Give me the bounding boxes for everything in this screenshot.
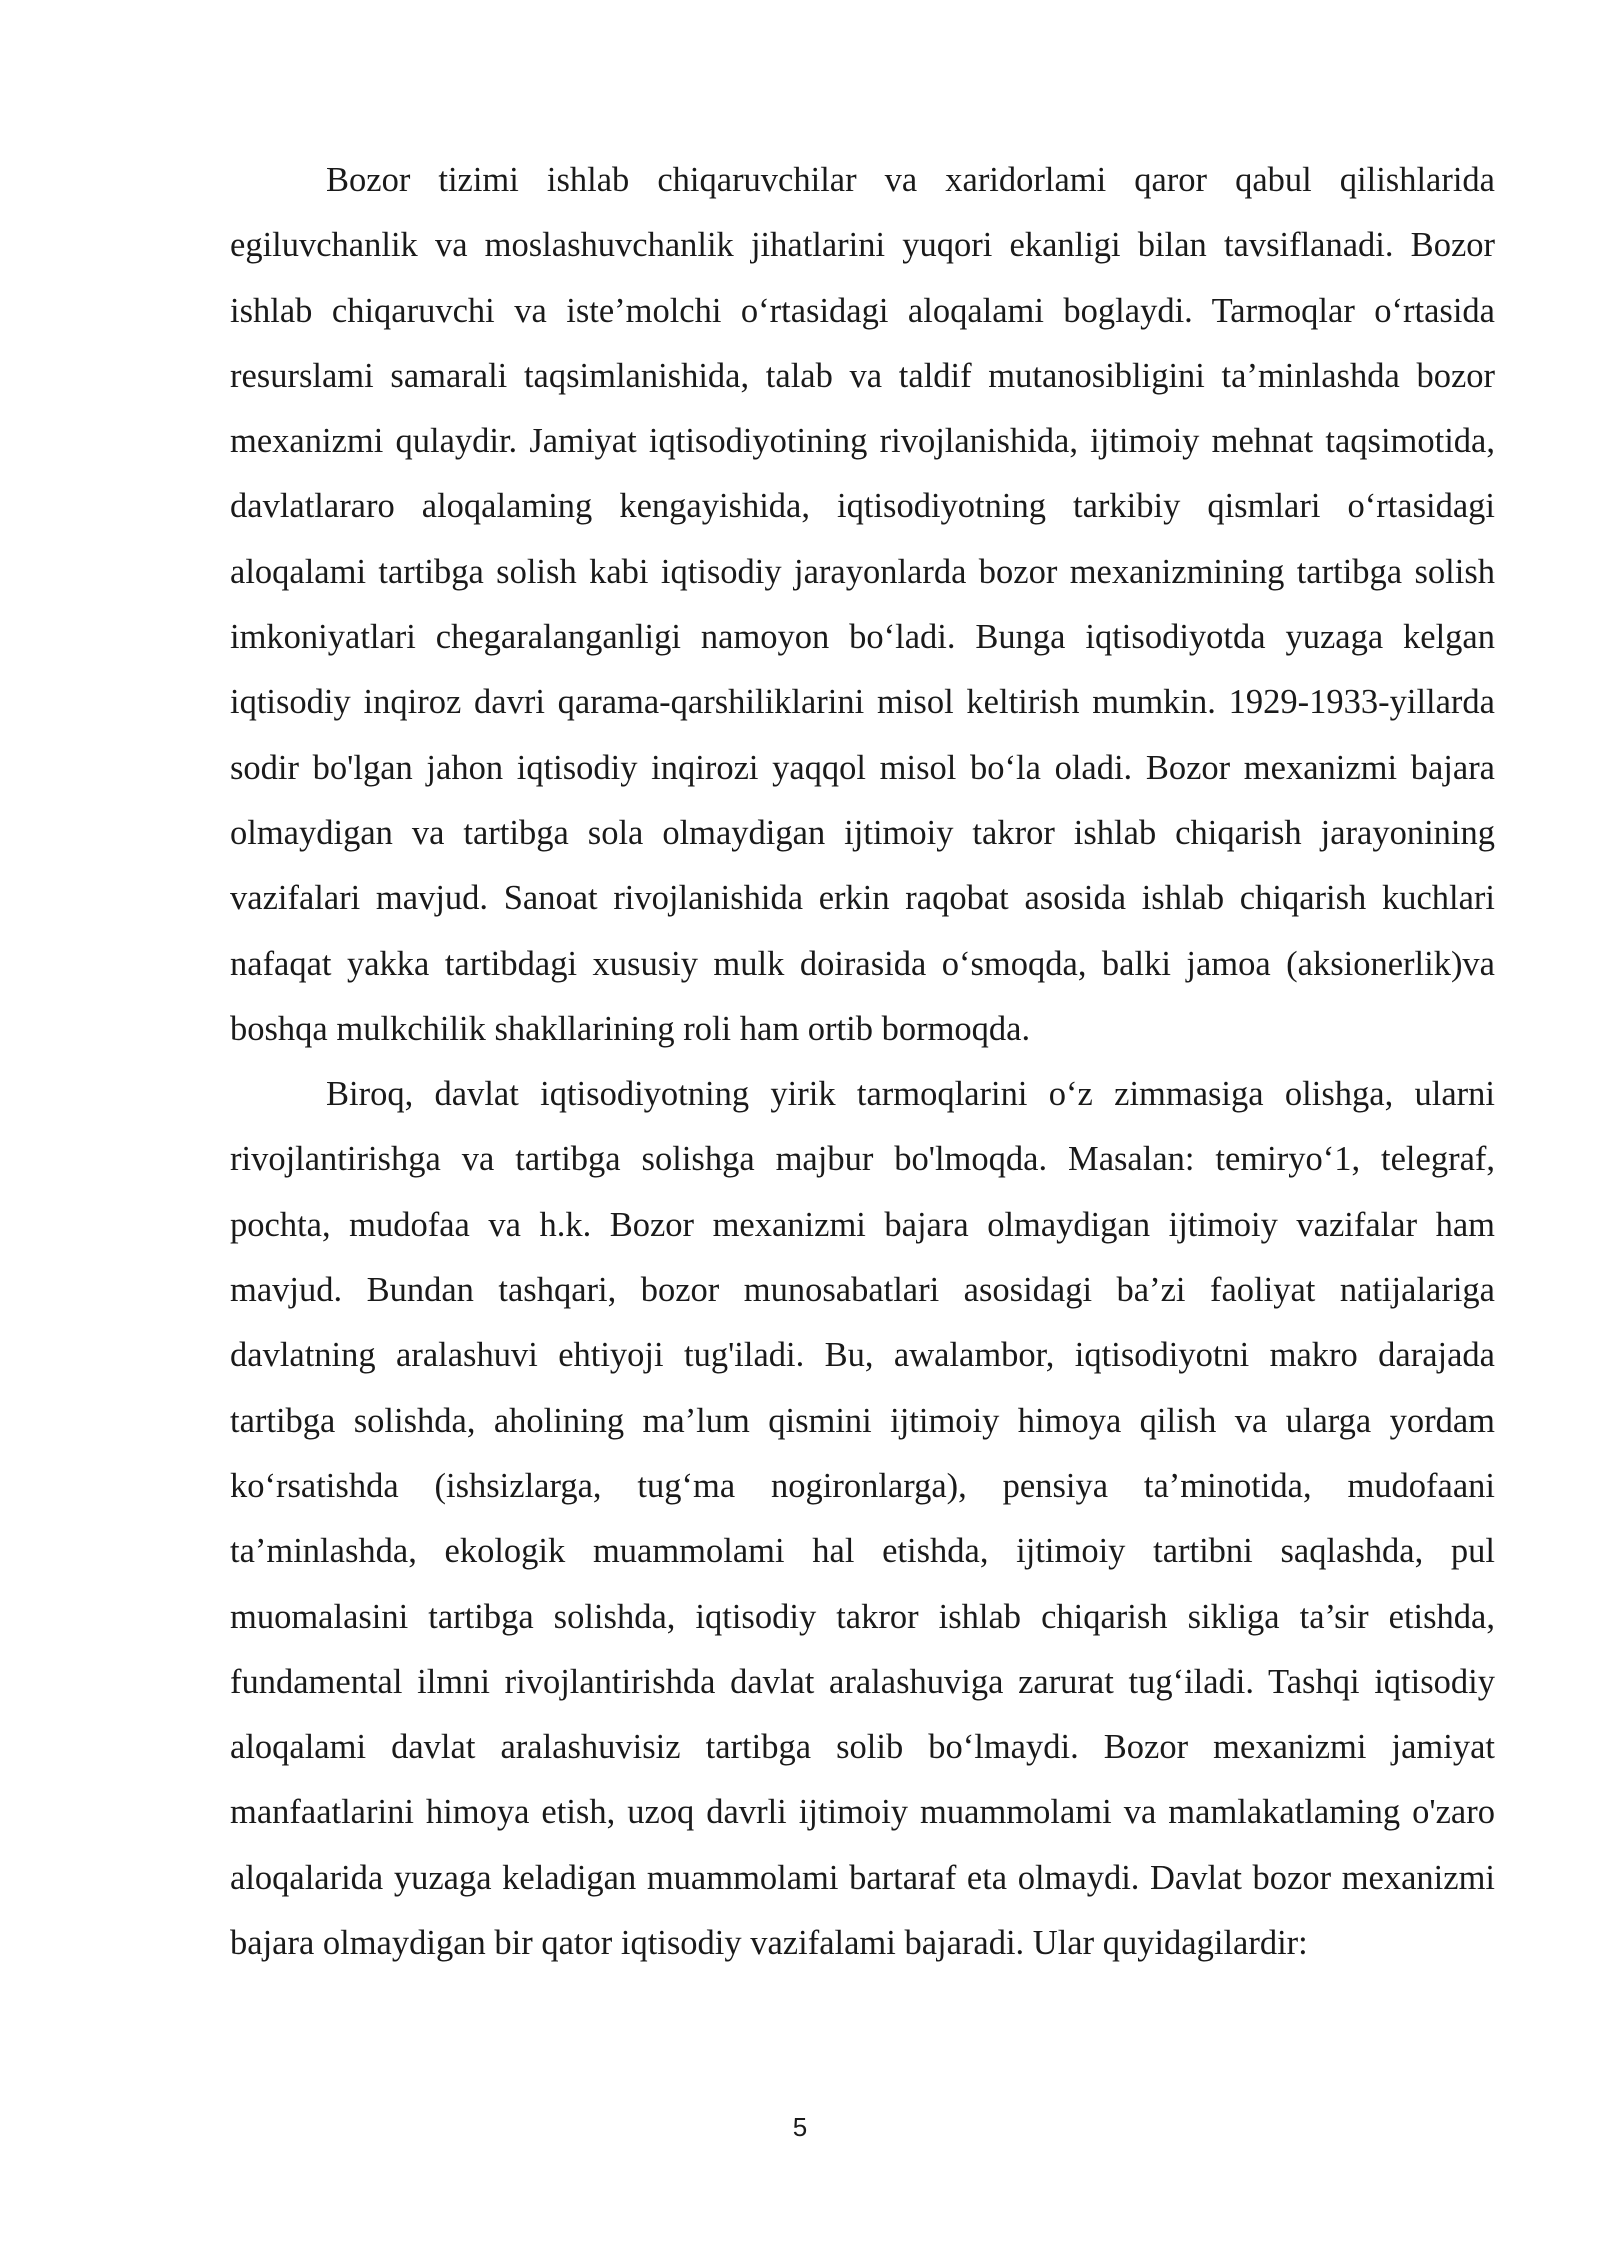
page-number: 5 <box>792 2112 808 2142</box>
body-text <box>230 148 1495 1976</box>
paragraph-2: Biroq, davlat iqtisodiyotning yirik tarmoqlarini o‘z zimmasiga olishga, ularni rivojlantirishga va tartibga solishga majbur bo'lmoqda. Masalan: temiryo‘1, telegraf, pochta, mudofaa va h.k. Bozor mexanizmi bajara olmaydigan ijtimoiy vazifalar ham mavjud. Bundan tashqari, bozor munosabatlari asosidagi ba’zi faoliyat natijalariga davlatning aralashuvi ehtiyoji tug'iladi. Bu, awalambor, iqtisodiyotni makro darajada tartibga solishda, aholining ma’lum qismini ijtimoiy himoya qilish va ularga yordam ko‘rsatishda (ishsizlarga, tug‘ma nogironlarga), pensiya ta’minotida, mudofaani ta’minlashda, ekologik muammolami hal etishda, ijtimoiy tartibni saqlashda, pul muomalasini tartibga solishda, iqtisodiy takror ishlab chiqarish sikliga ta’sir etishda, fundamental ilmni rivojlantirishda davlat aralashuviga zarurat tug‘iladi. Tashqi iqtisodiy aloqalami davlat aralashuvisiz tartibga solib bo‘lmaydi. Bozor mexanizmi jamiyat manfaatlarini himoya etish, uzoq davrli ijtimoiy muammolami va mamlakatlaming o'zaro aloqalarida yuzaga keladigan muammolami bartaraf eta olmaydi. Davlat bozor mexanizmi bajara olmaydigan bir qator iqtisodiy vazifalami bajaradi. Ular quyidagilardir: <box>230 1075 1495 1963</box>
paragraph-1: Bozor tizimi ishlab chiqaruvchilar va xaridorlami qaror qabul qilishlarida egiluvchanlik va moslashuvchanlik jihatlarini yuqori ekanligi bilan tavsiflanadi. Bozor ishlab chiqaruvchi va iste’molchi o‘rtasidagi aloqalami boglaydi. Tarmoqlar o‘rtasida resurslami samarali taqsimlanishida, talab va taldif mutanosibligini ta’minlashda bozor mexanizmi qulaydir. Jamiyat iqtisodiyotining rivojlanishida, ijtimoiy mehnat taqsimotida, davlatlararo aloqalaming kengayishida, iqtisodiyotning tarkibiy qismlari o‘rtasidagi aloqalami tartibga solish kabi iqtisodiy jarayonlarda bozor mexanizmining tartibga solish imkoniyatlari chegaralanganligi namoyon bo‘ladi. Bunga iqtisodiyotda yuzaga kelgan iqtisodiy inqiroz davri qarama-qarshiliklarini misol keltirish mumkin. 1929-1933-yillarda sodir bo'lgan jahon iqtisodiy inqirozi yaqqol misol bo‘la oladi. Bozor mexanizmi bajara olmaydigan va tartibga sola olmaydigan ijtimoiy takror ishlab chiqarish jarayonining vazifalari mavjud. Sanoat rivojlanishida erkin raqobat asosida ishlab chiqarish kuchlari nafaqat yakka tartibdagi xususiy mulk doirasida o‘smoqda, balki jamoa (aksionerlik)va boshqa mulkchilik shakllarining roli ham ortib bormoqda. <box>230 161 1495 1048</box>
